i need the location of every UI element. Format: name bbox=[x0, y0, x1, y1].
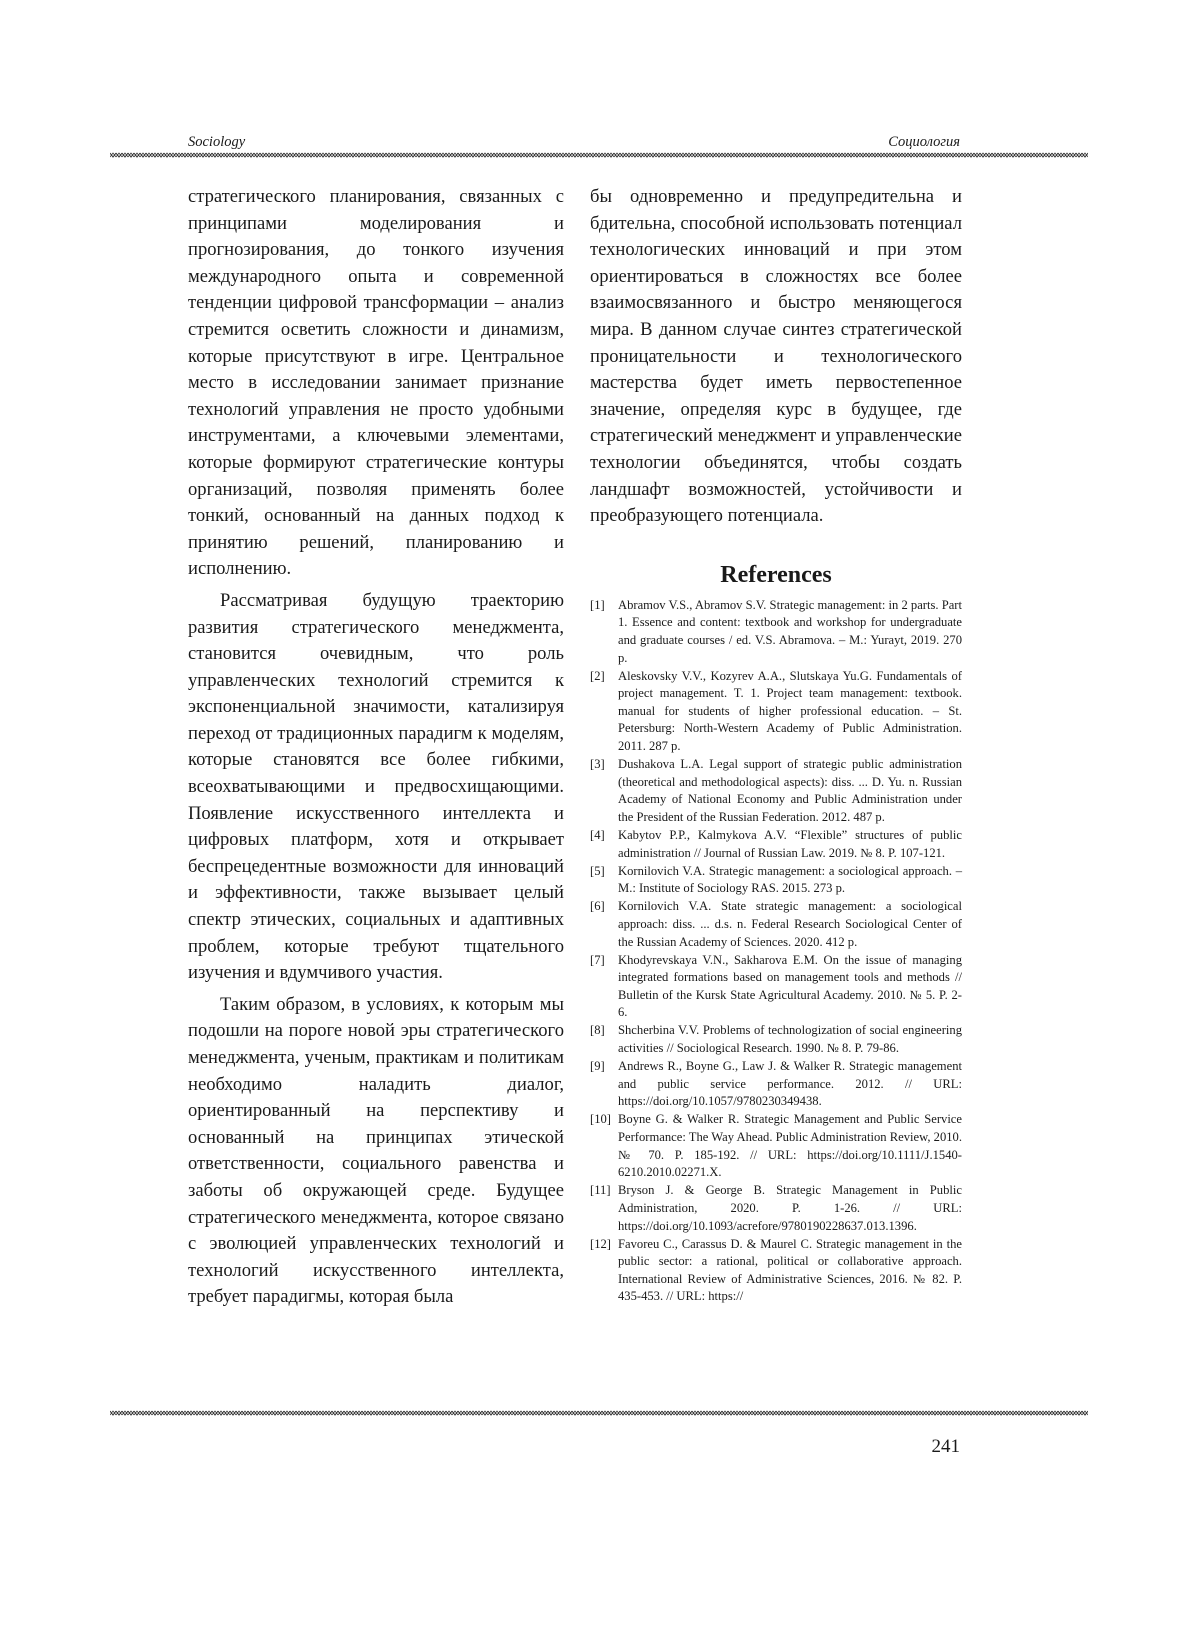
page-number: 241 bbox=[932, 1436, 961, 1458]
reference-item bbox=[590, 898, 962, 951]
right-text-column bbox=[590, 184, 962, 1306]
reference-text: Shcherbina V.V. Problems of technologization of social engineering activities // Sociological Research. 1990. № 8. P. 79-86. bbox=[618, 1022, 962, 1057]
reference-text: Kornilovich V.A. Strategic management: a sociological approach. – M.: Institute of Sociology RAS. 2015. 273 p. bbox=[618, 863, 962, 898]
reference-item bbox=[590, 1058, 962, 1111]
reference-number: [2] bbox=[590, 668, 618, 756]
reference-text: Boyne G. & Walker R. Strategic Management and Public Service Performance: The Way Ahead. Public Administration Review, 2010. № 70. P. 185-192. // URL: https://doi.org/10.1111/J.1540-6210.2010.02271.X. bbox=[618, 1111, 962, 1181]
reference-number: [9] bbox=[590, 1058, 618, 1111]
reference-text: Kabytov P.P., Kalmykova A.V. “Flexible” structures of public administration // Journal of Russian Law. 2019. № 8. P. 107-121. bbox=[618, 827, 962, 862]
reference-text: Aleskovsky V.V., Kozyrev A.A., Slutskaya Yu.G. Fundamentals of project management. T. 1. Project team management: textbook. manual for students of higher professional education. – St. Petersburg: North-Western Academy of Public Administration. 2011. 287 p. bbox=[618, 668, 962, 756]
reference-number: [5] bbox=[590, 863, 618, 898]
references-heading: References bbox=[590, 562, 962, 589]
left-text-column bbox=[188, 184, 564, 1311]
references-list bbox=[590, 597, 962, 1306]
header-journal-section-en: Sociology bbox=[188, 134, 245, 151]
reference-item bbox=[590, 952, 962, 1022]
body-paragraph: бы одновременно и предупредительна и бдительна, способной использовать потенциал технологических инноваций и при этом ориентироваться в сложностях все более взаимосвязанного и быстро меняющегося мира. В данном случае синтез стратегической проницательности и технологического мастерства будет иметь первостепенное значение, определяя курс в будущее, где стратегический менеджмент и управленческие технологии объединятся, чтобы создать ландшафт возможностей, устойчивости и преобразующего потенциала. bbox=[590, 184, 962, 530]
reference-number: [6] bbox=[590, 898, 618, 951]
reference-number: [1] bbox=[590, 597, 618, 667]
body-paragraph: Рассматривая будущую траекторию развития стратегического менеджмента, становится очевидным, что роль управленческих технологий стремится к экспоненциальной значимости, катализируя переход от традиционных парадигм к моделям, которые становятся все более гибкими, всеохватывающими и предвосхищающими. Появление искусственного интеллекта и цифровых платформ, хотя и открывает беспрецедентные возможности для инноваций и эффективности, также вызывает целый спектр этических, социальных и адаптивных проблем, которые требуют тщательного изучения и вдумчивого участия. bbox=[188, 588, 564, 987]
header-journal-section-ru: Социология bbox=[888, 134, 960, 151]
reference-text: Dushakova L.A. Legal support of strategic public administration (theoretical and methodological aspects): diss. ... D. Yu. n. Russian Academy of National Economy and Public Administration under the President of the Russian Federation. 2012. 487 p. bbox=[618, 756, 962, 826]
reference-number: [11] bbox=[590, 1182, 618, 1235]
reference-item bbox=[590, 1022, 962, 1057]
reference-text: Khodyrevskaya V.N., Sakharova E.M. On the issue of managing integrated formations based on management tools and methods // Bulletin of the Kursk State Agricultural Academy. 2010. № 5. P. 2-6. bbox=[618, 952, 962, 1022]
reference-number: [12] bbox=[590, 1236, 618, 1306]
reference-item bbox=[590, 1182, 962, 1235]
reference-item bbox=[590, 597, 962, 667]
top-ornamental-rule bbox=[110, 150, 1088, 160]
reference-text: Favoreu C., Carassus D. & Maurel C. Strategic management in the public sector: a rational, political or collaborative approach. International Review of Administrative Sciences, 2016. № 82. P. 435-453. // URL: https:// bbox=[618, 1236, 962, 1306]
reference-item bbox=[590, 756, 962, 826]
reference-number: [10] bbox=[590, 1111, 618, 1181]
reference-text: Bryson J. & George B. Strategic Management in Public Administration, 2020. P. 1-26. // URL: https://doi.org/10.1093/acrefore/9780190228637.013.1396. bbox=[618, 1182, 962, 1235]
reference-item bbox=[590, 1236, 962, 1306]
reference-number: [7] bbox=[590, 952, 618, 1022]
reference-text: Andrews R., Boyne G., Law J. & Walker R. Strategic management and public service performance. 2012. // URL: https://doi.org/10.1057/9780230349438. bbox=[618, 1058, 962, 1111]
reference-number: [3] bbox=[590, 756, 618, 826]
bottom-ornamental-rule bbox=[110, 1408, 1088, 1418]
body-paragraph: стратегического планирования, связанных с принципами моделирования и прогнозирования, до тонкого изучения международного опыта и современной тенденции цифровой трансформации – анализ стремится осветить сложности и динамизм, которые присутствуют в игре. Центральное место в исследовании занимает признание технологий управления не просто удобными инструментами, а ключевыми элементами, которые формируют стратегические контуры организаций, позволяя применять более тонкий, основанный на данных подход к принятию решений, планированию и исполнению. bbox=[188, 184, 564, 583]
reference-number: [4] bbox=[590, 827, 618, 862]
reference-item bbox=[590, 668, 962, 756]
reference-item bbox=[590, 827, 962, 862]
reference-item bbox=[590, 1111, 962, 1181]
body-paragraph: Таким образом, в условиях, к которым мы подошли на пороге новой эры стратегического менеджмента, ученым, практикам и политикам необходимо наладить диалог, ориентированный на перспективу и основанный на принципах этической ответственности, социального равенства и заботы об окружающей среде. Будущее стратегического менеджмента, которое связано с эволюцией управленческих технологий и технологий искусственного интеллекта, требует парадигмы, которая была bbox=[188, 992, 564, 1311]
reference-text: Kornilovich V.A. State strategic management: a sociological approach: diss. ... d.s. n. Federal Research Sociological Center of the Russian Academy of Sciences. 2020. 412 p. bbox=[618, 898, 962, 951]
reference-text: Abramov V.S., Abramov S.V. Strategic management: in 2 parts. Part 1. Essence and content: textbook and workshop for undergraduate and graduate courses / ed. V.S. Abramova. – M.: Yurayt, 2019. 270 p. bbox=[618, 597, 962, 667]
reference-item bbox=[590, 863, 962, 898]
reference-number: [8] bbox=[590, 1022, 618, 1057]
